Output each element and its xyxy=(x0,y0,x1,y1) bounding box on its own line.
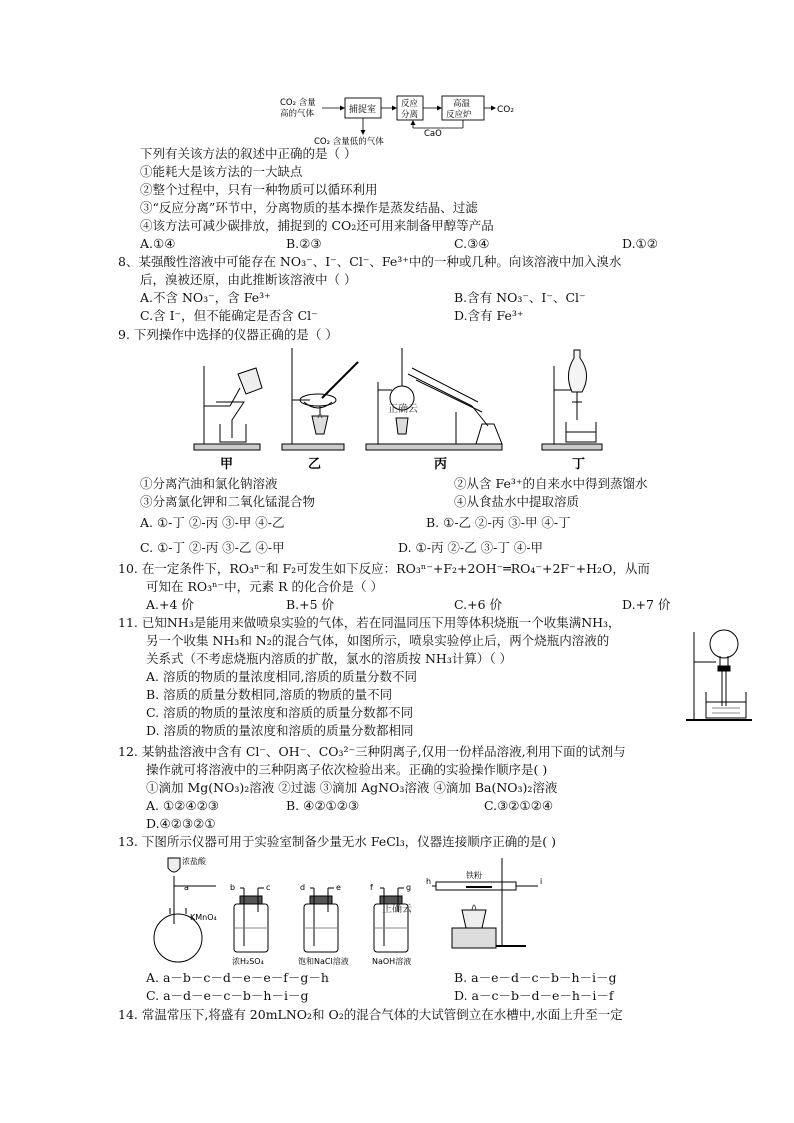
flow-capture-label: 捕捉室 xyxy=(349,105,377,115)
q9-watermark: 正确云 xyxy=(388,404,418,415)
kmno4-label: KMnO₄ xyxy=(190,913,217,922)
q7-statement-2: ②整个过程中，只有一种物质可以循环利用 xyxy=(140,182,378,197)
q11-stem-line3: 关系式（不考虑烧瓶内溶质的扩散，氯水的溶质按 NH₃计算）（ ） xyxy=(146,651,513,666)
q9-option-c[interactable]: C. ①-丁 ②-丙 ③-乙 ④-甲 xyxy=(140,540,285,555)
q8-option-d[interactable]: D.含有 Fe³⁺ xyxy=(454,308,524,323)
q13-option-b[interactable]: B. a－e－d－c－b－h－i－g xyxy=(454,970,617,985)
q7-option-a[interactable]: A.①④ xyxy=(140,236,176,251)
q11-option-b[interactable]: B. 溶质的质量分数相同,溶质的物质的量不同 xyxy=(146,687,393,702)
q11-stem-line2: 另一个收集 NH₃和 N₂的混合气体，如图所示，喷泉实验停止后，两个烧瓶内溶液的 xyxy=(146,633,610,648)
svg-text:g: g xyxy=(406,883,412,892)
svg-text:h: h xyxy=(426,877,432,886)
q10-stem-line2: 可知在 RO₃ⁿ⁻中，元素 R 的化合价是（ ） xyxy=(146,579,383,594)
q8-option-b[interactable]: B.含有 NO₃⁻、I⁻、Cl⁻ xyxy=(454,290,586,305)
q12-stem-line2: 操作就可将溶液中的三种阴离子依次检验出来。正确的实验操作顺序是( ) xyxy=(146,762,548,777)
q7-statement-1: ①能耗大是该方法的一大缺点 xyxy=(140,164,303,179)
nacl-label: 饱和NaCl溶液 xyxy=(298,957,349,966)
q7-option-c[interactable]: C.③④ xyxy=(454,236,490,251)
q12-option-a[interactable]: A. ①②④②③ xyxy=(146,798,220,813)
flow-input-line1: CO₂ 含量 xyxy=(280,98,316,108)
q11-option-a[interactable]: A. 溶质的物质的量浓度相同,溶质的质量分数不同 xyxy=(146,669,417,684)
separatory-funnel-apparatus xyxy=(542,350,602,450)
q9-statement-4: ④从食盐水中提取溶质 xyxy=(454,494,580,509)
q12-option-d[interactable]: D.④②③②① xyxy=(146,816,216,831)
q12-operations: ①滴加 Mg(NO₃)₂溶液 ②过滤 ③滴加 AgNO₃溶液 ④滴加 Ba(NO₃)₂溶液 xyxy=(146,780,558,795)
svg-text:a: a xyxy=(184,883,189,892)
svg-text:d: d xyxy=(300,883,306,892)
q11-option-c[interactable]: C. 溶质的物质的量浓度和溶质的质量分数都不同 xyxy=(146,705,414,720)
q13-option-a[interactable]: A. a－b－c－d－e－e－f－g－h xyxy=(146,970,329,985)
q10-stem-line1: 10. 在一定条件下，RO₃ⁿ⁻和 F₂可发生如下反应：RO₃ⁿ⁻+F₂+2OH⁻═RO₄⁻+2F⁻+H₂O，从而 xyxy=(118,561,650,576)
q7-statement-4: ④该方法可减少碳排放，捕捉到的 CO₂还可用来制备甲醇等产品 xyxy=(140,218,494,233)
flow-output-label: CO₂ xyxy=(497,105,514,115)
q8-option-a[interactable]: A.不含 NO₃⁻，含 Fe³⁺ xyxy=(140,290,271,305)
q11-option-d[interactable]: D. 溶质的物质的量浓度和溶质的质量分数都相同 xyxy=(146,723,414,738)
q10-option-d[interactable]: D.+7 价 xyxy=(622,597,671,612)
q13-option-d[interactable]: D. a－c－b－d－e－h－i－f xyxy=(454,988,614,1003)
flow-separation-line1: 反应 xyxy=(401,99,419,109)
h2so4-label: 浓H₂SO₄ xyxy=(232,957,264,966)
q9-label-jia: 甲 xyxy=(220,457,234,472)
q9-statement-3: ③分离氯化钾和二氧化锰混合物 xyxy=(140,494,316,509)
q13-option-c[interactable]: C. a－d－e－c－b－h－i－g xyxy=(146,988,309,1003)
q8-option-c[interactable]: C.含 I⁻，但不能确定是否含 Cl⁻ xyxy=(140,308,318,323)
flow-cao-label: CaO xyxy=(424,129,442,139)
q9-stem: 9. 下列操作中选择的仪器正确的是（ ） xyxy=(118,327,338,342)
fountain-experiment-figure xyxy=(682,622,758,724)
q13-apparatus-figure xyxy=(146,854,558,968)
naoh-label: NaOH溶液 xyxy=(372,957,412,966)
q8-stem-line2: 后，溴被还原，由此推断该溶液中（ ） xyxy=(140,272,357,287)
q12-option-b[interactable]: B. ④②①②③ xyxy=(286,798,360,813)
svg-text:e: e xyxy=(336,883,341,892)
q7-option-b[interactable]: B.②③ xyxy=(286,236,322,251)
q7-stem: 下列有关该方法的叙述中正确的是（ ） xyxy=(140,146,357,161)
q9-label-yi: 乙 xyxy=(308,457,322,472)
distillation-apparatus xyxy=(366,348,502,450)
svg-text:f: f xyxy=(370,883,373,892)
q10-option-c[interactable]: C.+6 价 xyxy=(454,597,502,612)
svg-text:b: b xyxy=(230,883,236,892)
hcl-label: 浓盐酸 xyxy=(182,857,206,866)
evaporation-apparatus xyxy=(282,348,358,450)
q9-option-d[interactable]: D. ①-丙 ②-乙 ③-丁 ④-甲 xyxy=(398,540,544,555)
q13-watermark: 正确云 xyxy=(382,904,412,915)
q9-label-bing: 丙 xyxy=(434,457,448,472)
svg-text:i: i xyxy=(540,877,543,886)
q9-statement-2: ②从含 Fe³⁺的自来水中得到蒸馏水 xyxy=(454,476,648,491)
q12-stem-line1: 12. 某钠盐溶液中含有 Cl⁻、OH⁻、CO₃²⁻三种阴离子,仅用一份样品溶液,利用下面的试剂与 xyxy=(118,744,626,759)
flow-furnace-line2: 反应炉 xyxy=(446,110,472,120)
q9-apparatus-figure xyxy=(186,344,616,476)
q13-stem: 13. 下图所示仪器可用于实验室制备少量无水 FeCl₃，仪器连接顺序正确的是( ) xyxy=(118,834,557,849)
q7-option-d[interactable]: D.①② xyxy=(622,236,658,251)
q7-statement-3: ③“反应分离”环节中，分离物质的基本操作是蒸发结晶、过滤 xyxy=(140,200,478,215)
q10-option-b[interactable]: B.+5 价 xyxy=(286,597,335,612)
q8-stem-line1: 8、某强酸性溶液中可能存在 NO₃⁻、I⁻、Cl⁻、Fe³⁺中的一种或几种。向该溶液中加入溴水 xyxy=(118,254,622,269)
filtration-apparatus xyxy=(194,366,262,450)
flow-separation-line2: 分离 xyxy=(401,110,419,120)
flow-low-gas-label: CO₂ 含量低的气体 xyxy=(314,137,384,146)
svg-text:c: c xyxy=(266,883,271,892)
q9-statement-1: ①分离汽油和氯化钠溶液 xyxy=(140,476,278,491)
q9-option-a[interactable]: A. ①-丁 ②-丙 ③-甲 ④-乙 xyxy=(140,515,285,530)
co2-capture-flow-diagram xyxy=(278,94,528,146)
q10-option-a[interactable]: A.+4 价 xyxy=(146,597,194,612)
q9-option-b[interactable]: B. ①-乙 ②-丙 ③-甲 ④-丁 xyxy=(426,515,571,530)
q9-label-ding: 丁 xyxy=(572,457,586,472)
flow-furnace-line1: 高温 xyxy=(453,99,471,109)
q12-option-c[interactable]: C.③②①②④ xyxy=(484,798,554,813)
fe-label: 铁粉 xyxy=(466,871,482,880)
q14-stem-line1: 14. 常温常压下,将盛有 20mLNO₂和 O₂的混合气体的大试管倒立在水槽中,水面上升至一定 xyxy=(118,1007,623,1022)
q11-stem-line1: 11. 已知NH₃是能用来做喷泉实验的气体，若在同温同压下用等体积烧瓶一个收集满NH₃， xyxy=(118,615,621,630)
flow-input-line2: 高的气体 xyxy=(280,109,315,119)
